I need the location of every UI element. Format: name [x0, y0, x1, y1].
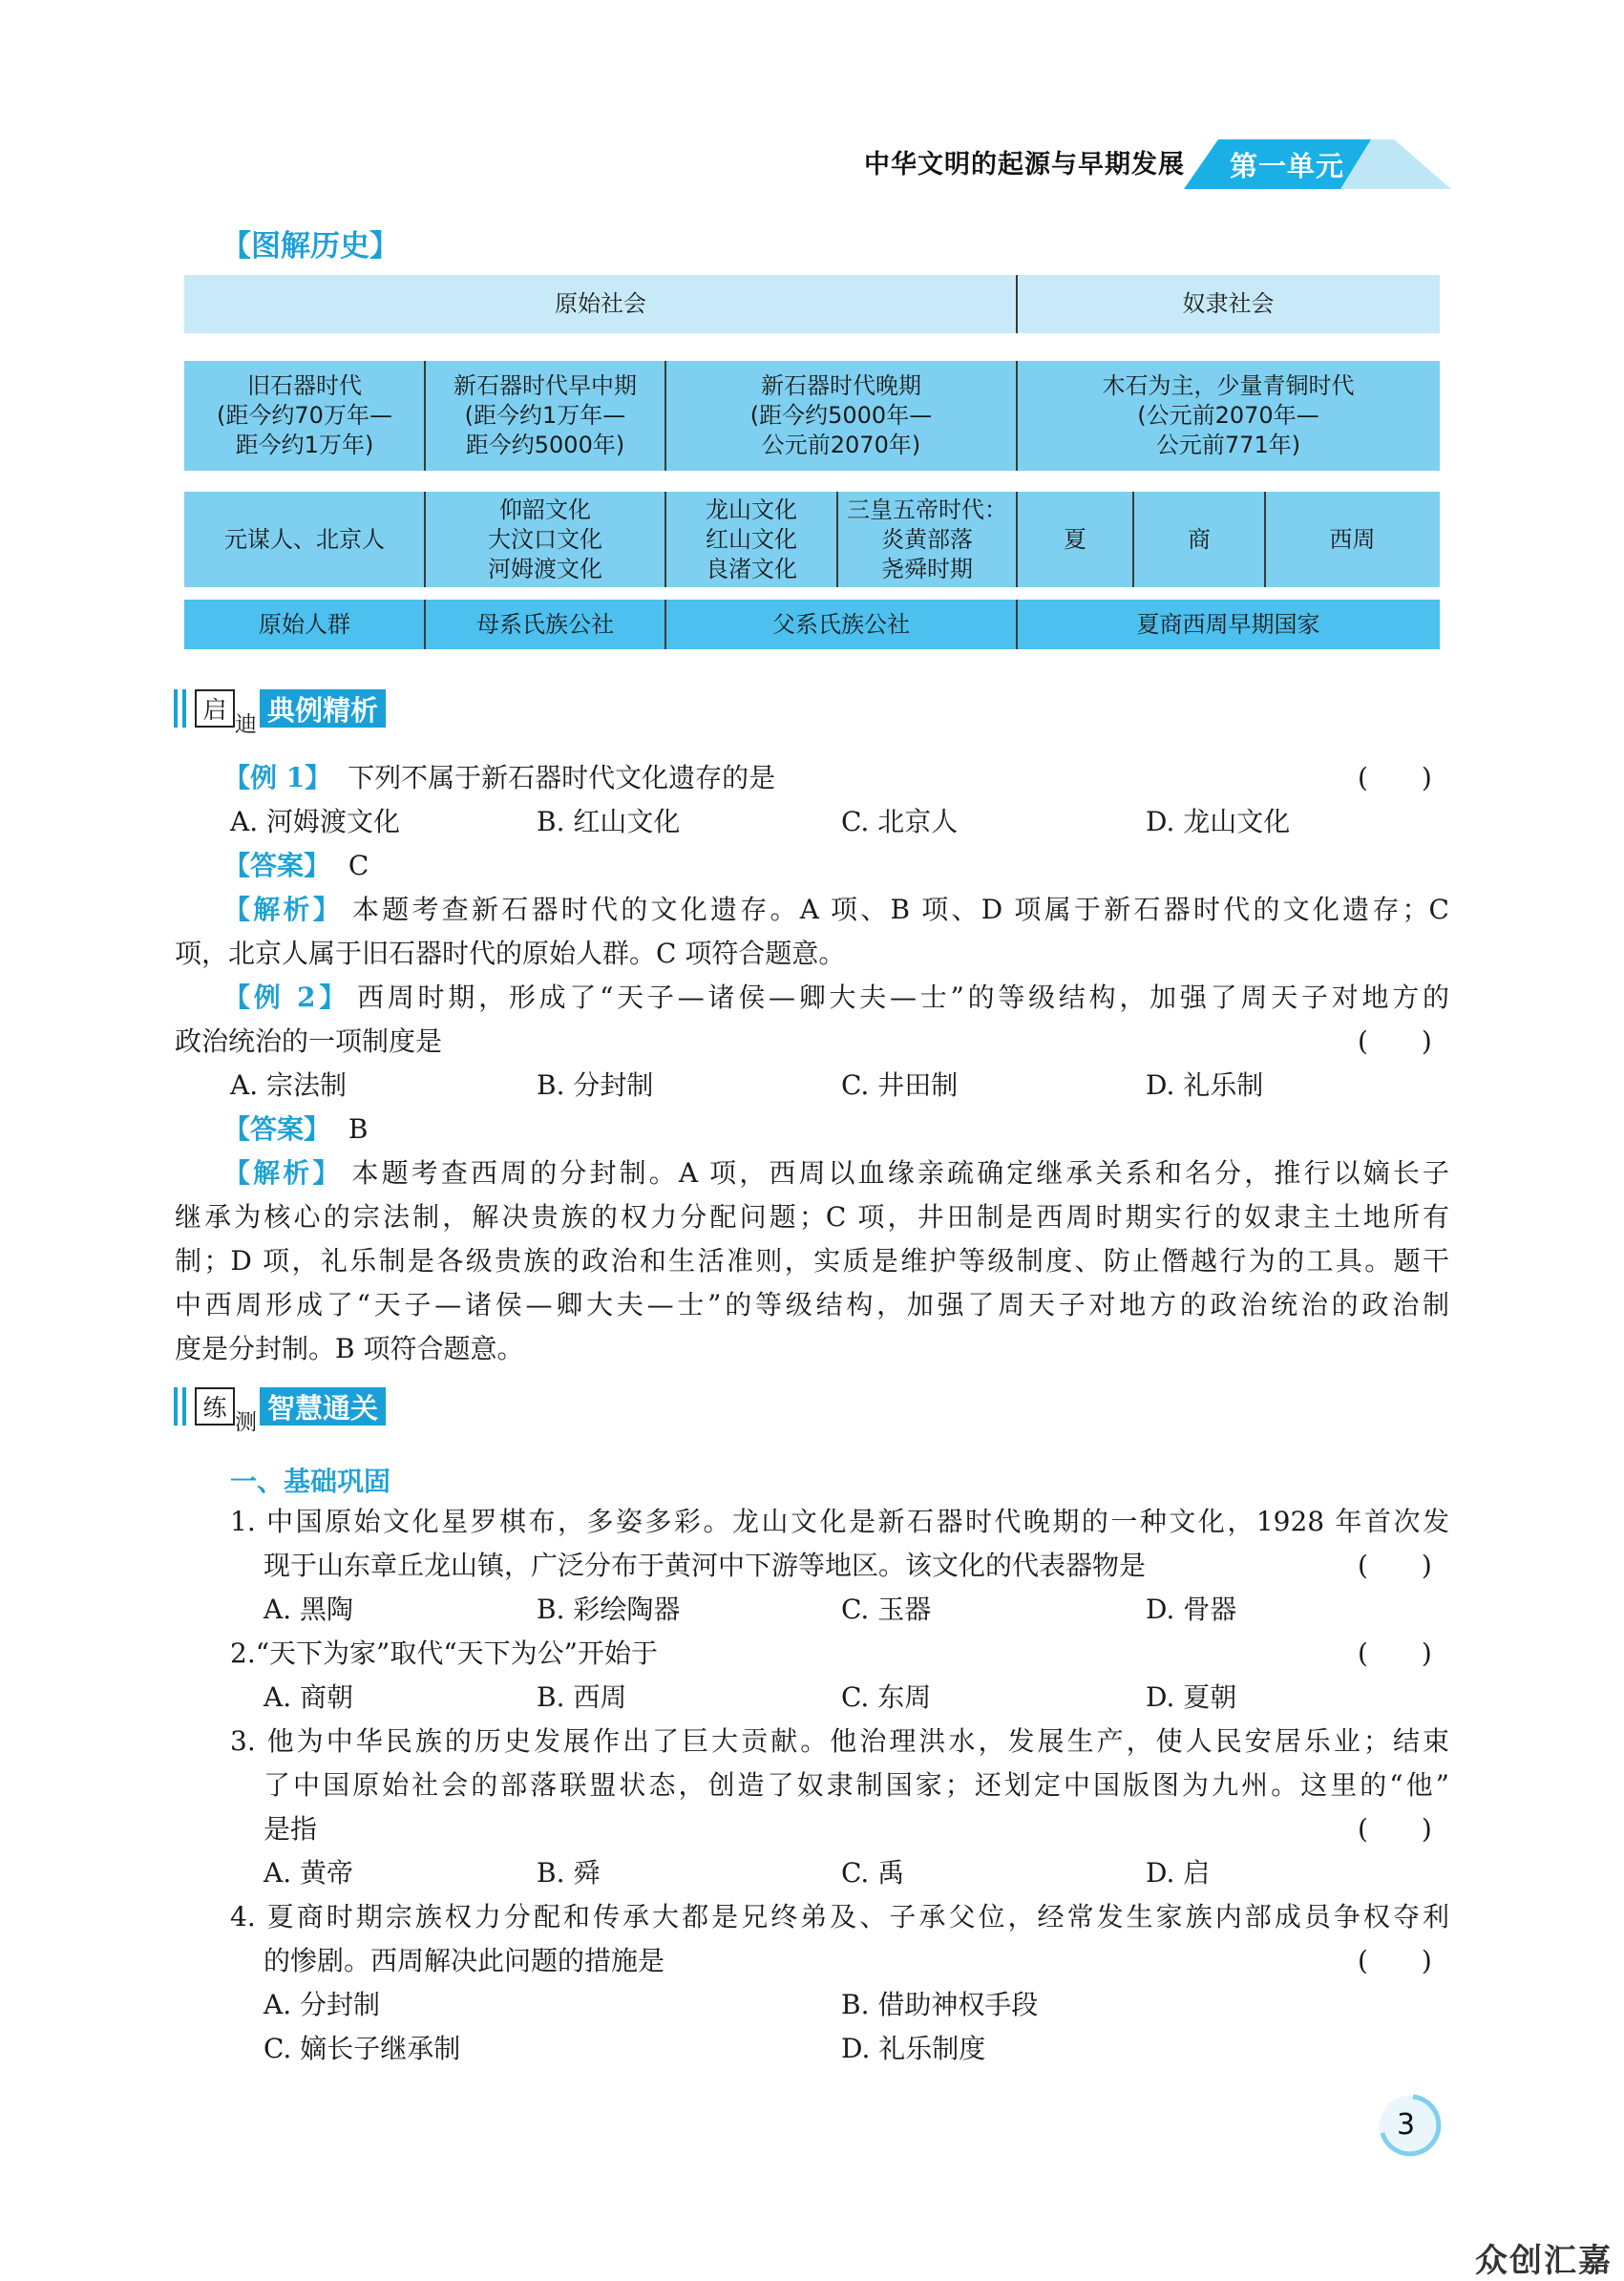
- option-c: C. 井田制: [841, 1069, 959, 1101]
- example-2-answer: [223, 1112, 369, 1147]
- diagram-divider: [424, 492, 426, 587]
- example-2-analysis-line: 制；D 项，礼乐制是各级贵族的政治和生活准则，实质是维护等级制度、防止僭越行为的工具。题干: [175, 1245, 1449, 1277]
- option-b: B. 借助神权手段: [841, 1989, 1039, 2020]
- diagram-divider: [664, 600, 666, 649]
- example-2-analysis-line: [223, 1156, 1449, 1191]
- diagram-cell-primitive-society: 原始社会: [184, 275, 1017, 333]
- diagram-divider: [1132, 492, 1134, 587]
- example-1-answer: [223, 849, 369, 883]
- diagram-cell-primitive-group: 原始人群: [184, 600, 425, 649]
- watermark: 众创汇嘉: [1475, 2242, 1613, 2280]
- diagram-cell-five-emperors: 三皇五帝时代： 炎黄部落 尧舜时期: [837, 492, 1017, 587]
- diagram-cell-yangshao: 仰韶文化 大汶口文化 河姆渡文化: [425, 492, 665, 587]
- diagram-divider: [1016, 275, 1018, 333]
- answer-tag: 【答案】: [223, 850, 331, 881]
- example-1-analysis-line: [223, 893, 1449, 927]
- option-b: B. 西周: [537, 1681, 627, 1713]
- diagram-divider: [424, 361, 426, 471]
- example-2-question-line: 政治统治的一项制度是: [175, 1025, 443, 1057]
- question-text: 下列不属于新石器时代文化遗存的是: [348, 762, 776, 793]
- section-box-char: 练: [195, 1387, 235, 1426]
- answer-blank: ( ): [1358, 1025, 1432, 1057]
- diagram-cell-longshan: 龙山文化 红山文化 良渚文化: [665, 492, 837, 587]
- option-d: D. 龙山文化: [1146, 806, 1291, 837]
- diagram-cell-early-states: 夏商西周早期国家: [1017, 600, 1440, 649]
- option-b: B. 红山文化: [537, 806, 681, 837]
- page-number: 3: [1397, 2108, 1416, 2142]
- diagram-cell-bronze-age: 木石为主，少量青铜时代 (公元前2070年— 公元前771年): [1017, 361, 1440, 471]
- diagram-divider: [664, 361, 666, 471]
- unit-label: 第一单元: [1230, 150, 1345, 182]
- question-3-line: 3. 他为中华民族的历史发展作出了巨大贡献。他治理洪水，发展生产，使人民安居乐业；结束: [230, 1725, 1449, 1757]
- option-d: D. 骨器: [1146, 1594, 1237, 1625]
- running-header-title: 中华文明的起源与早期发展: [864, 150, 1185, 180]
- example-2-analysis-line: 继承为核心的宗法制，解决贵族的权力分配问题；C 项，井田制是西周时期实行的奴隶主土地所有: [175, 1201, 1449, 1233]
- diagram-divider: [836, 492, 838, 587]
- section-bars-icon: [174, 689, 187, 728]
- option-a: A. 商朝: [264, 1681, 354, 1713]
- answer-blank: ( ): [1358, 1813, 1432, 1845]
- diagram-cell-patriarchal: 父系氏族公社: [665, 600, 1017, 649]
- answer-value: B: [348, 1113, 369, 1145]
- option-b: B. 彩绘陶器: [537, 1594, 681, 1625]
- diagram-divider: [1016, 361, 1018, 471]
- section-title: 智慧通关: [260, 1387, 386, 1426]
- option-d: D. 夏朝: [1146, 1681, 1237, 1713]
- diagram-divider: [1016, 600, 1018, 649]
- analysis-text: 本题考查西周的分封制。A 项，西周以血缘亲疏确定继承关系和名分，推行以嫡长子: [351, 1157, 1449, 1189]
- option-b: B. 舜: [537, 1857, 601, 1889]
- diagram-cell-shang: 商: [1133, 492, 1265, 587]
- option-c: C. 嫡长子继承制: [264, 2033, 461, 2064]
- question-1-line: 现于山东章丘龙山镇，广泛分布于黄河中下游等地区。该文化的代表器物是: [264, 1550, 1147, 1581]
- diagram-cell-slave-society: 奴隶社会: [1017, 275, 1440, 333]
- diagram-cell-late-neolithic: 新石器时代晚期 (距今约5000年— 公元前2070年): [665, 361, 1017, 471]
- option-a: A. 黑陶: [264, 1594, 354, 1625]
- question-3-line: 是指: [264, 1813, 318, 1845]
- option-a: A. 黄帝: [264, 1857, 354, 1889]
- question-text: 西周时期，形成了“天子—诸侯—卿大夫—士”的等级结构，加强了周天子对地方的: [357, 982, 1449, 1013]
- diagram-section-label: 【图解历史】: [221, 229, 399, 264]
- option-c: C. 东周: [841, 1681, 932, 1713]
- option-b: B. 分封制: [537, 1069, 654, 1101]
- example-1-analysis-line: 项，北京人属于旧石器时代的原始人群。C 项符合题意。: [175, 938, 846, 969]
- question-3-line: 了中国原始社会的部落联盟状态，创造了奴隶制国家；还划定中国版图为九州。这里的“他”: [264, 1769, 1449, 1801]
- analysis-tag: 【解析】: [223, 1157, 343, 1189]
- question-4-line: 4. 夏商时期宗族权力分配和传承大都是兄终弟及、子承父位，经常发生家族内部成员争权夺利: [230, 1901, 1449, 1933]
- analysis-text: 本题考查新石器时代的文化遗存。A 项、B 项、D 项属于新石器时代的文化遗存；C: [352, 894, 1449, 925]
- example-tag: 【例 2】: [223, 982, 350, 1013]
- practice-subheading: 一、基础巩固: [230, 1466, 391, 1497]
- diagram-cell-western-zhou: 西周: [1265, 492, 1440, 587]
- question-4-line: 的惨剧。西周解决此问题的措施是: [264, 1945, 665, 1976]
- section-sub-char: 迪: [235, 712, 257, 737]
- diagram-divider: [1016, 492, 1018, 587]
- example-tag: 【例 1】: [223, 762, 332, 793]
- diagram-divider: [1264, 492, 1266, 587]
- answer-value: C: [348, 850, 369, 881]
- answer-blank: ( ): [1358, 1550, 1432, 1581]
- diagram-divider: [664, 492, 666, 587]
- example-2-question: [223, 981, 1449, 1015]
- example-1-question: [223, 761, 775, 795]
- example-2-analysis-line: 度是分封制。B 项符合题意。: [175, 1333, 524, 1364]
- diagram-divider: [424, 600, 426, 649]
- analysis-tag: 【解析】: [223, 894, 343, 925]
- answer-blank: ( ): [1358, 1945, 1432, 1976]
- answer-tag: 【答案】: [223, 1113, 331, 1145]
- diagram-cell-matriarchal: 母系氏族公社: [425, 600, 665, 649]
- diagram-cell-paleolithic: 旧石器时代 (距今约70万年— 距今约1万年): [184, 361, 425, 471]
- diagram-cell-xia: 夏: [1017, 492, 1133, 587]
- option-c: C. 玉器: [841, 1594, 932, 1625]
- diagram-cell-early-neolithic: 新石器时代早中期 (距今约1万年— 距今约5000年): [425, 361, 665, 471]
- section-box-char: 启: [195, 689, 235, 728]
- example-2-analysis-line: 中西周形成了“天子—诸侯—卿大夫—士”的等级结构，加强了周天子对地方的政治统治的政治制: [175, 1289, 1449, 1320]
- option-c: C. 北京人: [841, 806, 959, 837]
- answer-blank: ( ): [1358, 762, 1432, 793]
- diagram-cell-yuanmou-peking: 元谋人、北京人: [184, 492, 425, 587]
- option-d: D. 礼乐制: [1146, 1069, 1264, 1101]
- question-2-line: 2.“天下为家”取代“天下为公”开始于: [230, 1637, 658, 1669]
- section-bars-icon: [174, 1387, 187, 1426]
- option-c: C. 禹: [841, 1857, 905, 1889]
- option-a: A. 宗法制: [230, 1069, 348, 1101]
- section-sub-char: 测: [235, 1410, 257, 1435]
- question-1-line: 1. 中国原始文化星罗棋布，多姿多彩。龙山文化是新石器时代晚期的一种文化，1928 年首次发: [230, 1506, 1449, 1537]
- section-title: 典例精析: [260, 689, 386, 728]
- answer-blank: ( ): [1358, 1637, 1432, 1669]
- option-d: D. 礼乐制度: [841, 2033, 986, 2064]
- option-a: A. 分封制: [264, 1989, 381, 2020]
- option-d: D. 启: [1146, 1857, 1211, 1889]
- option-a: A. 河姆渡文化: [230, 806, 401, 837]
